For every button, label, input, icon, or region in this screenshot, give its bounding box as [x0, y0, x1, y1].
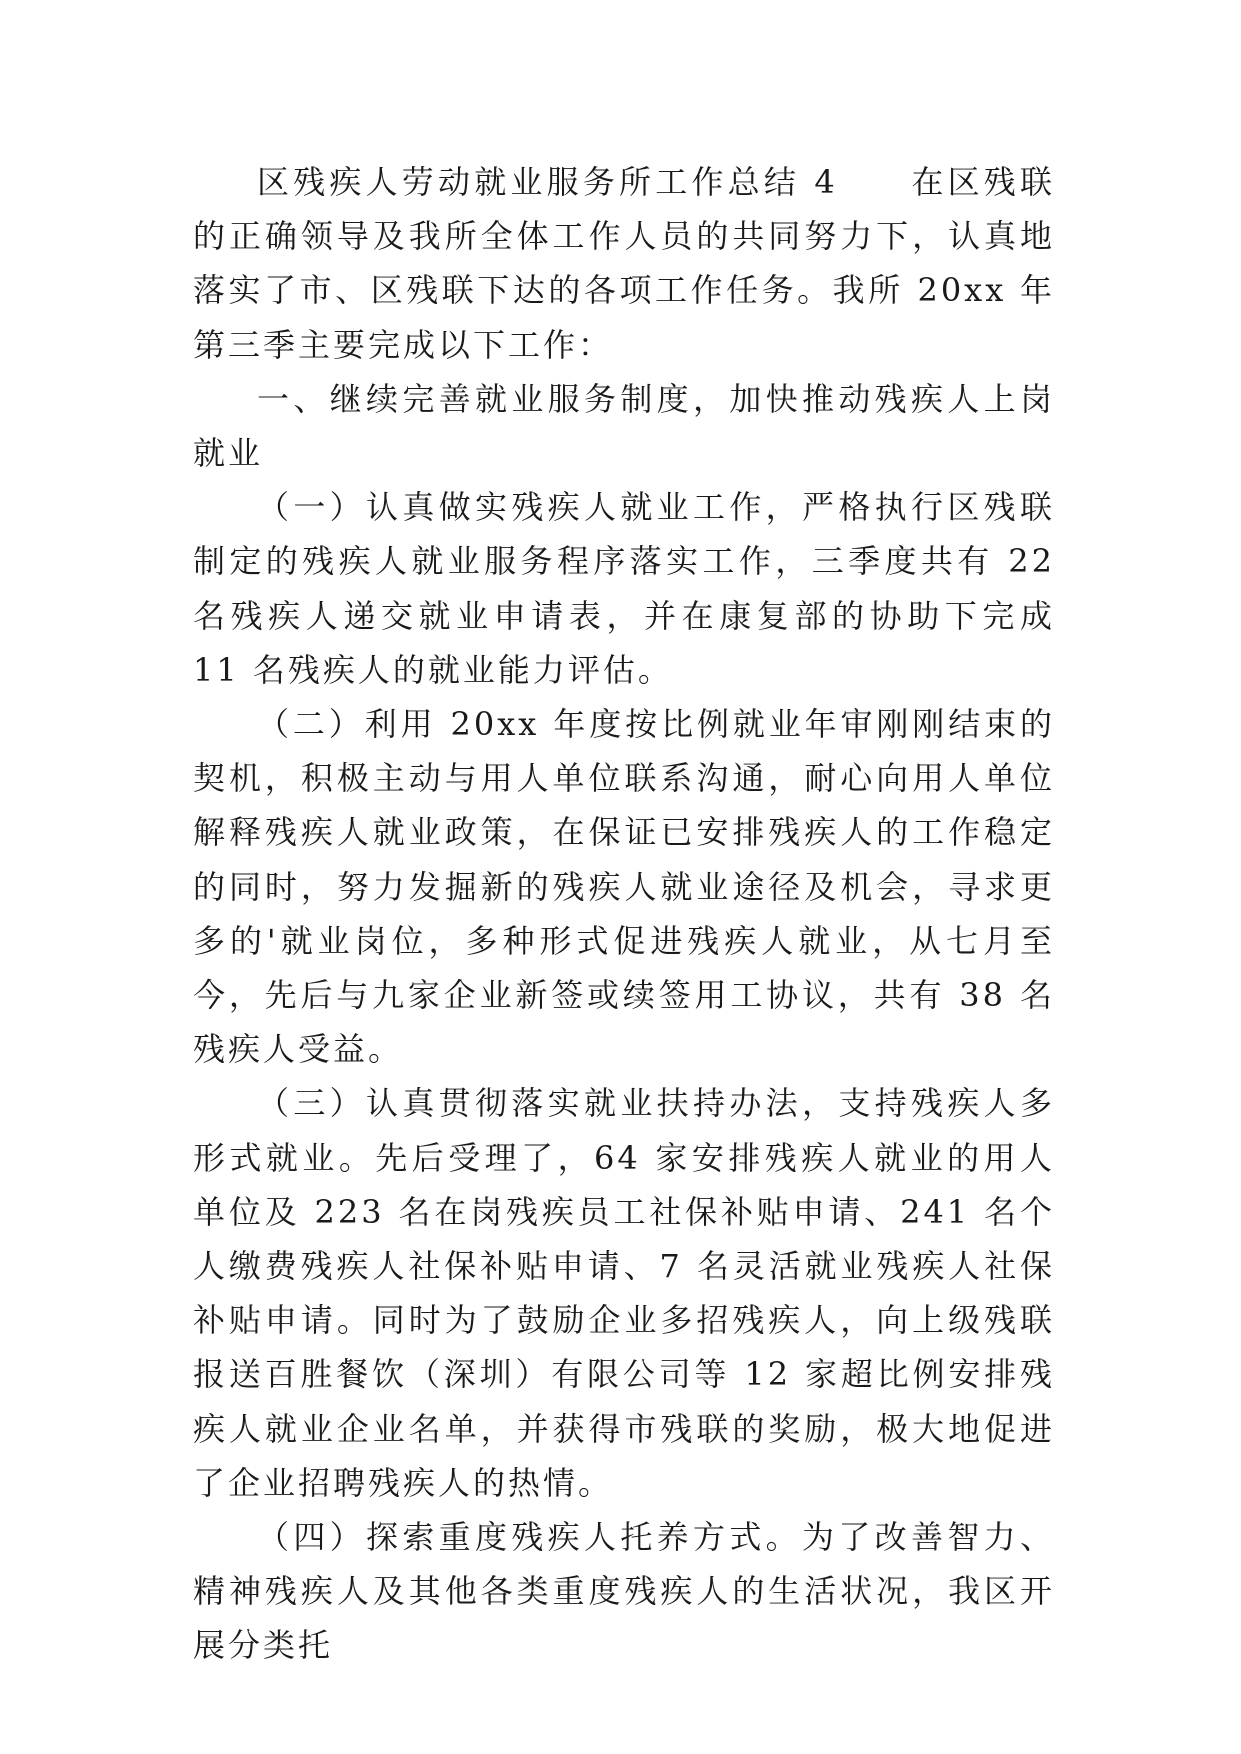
section-heading-1: 一、继续完善就业服务制度，加快推动残疾人上岗就业 — [193, 379, 1055, 473]
paragraph-item-2: （二）利用 20xx 年度按比例就业年审刚刚结束的契机，积极主动与用人单位联系沟通，耐心向用人单位解释残疾人就业政策，在保证已安排残疾人的工作稳定的同时，努力发掘新的残疾人就业途径及机会，寻求更多的'就业岗位，多种形式促进残疾人就业，从七月至今，先后与九家企业新签或续签用工协议，共有 38 名残疾人受益。 — [193, 705, 1055, 1069]
paragraph-intro: 区残疾人劳动就业服务所工作总结 4 在区残联的正确领导及我所全体工作人员的共同努力下，认真地落实了市、区残联下达的各项工作任务。我所 20xx 年第三季主要完成以下工作： — [193, 163, 1055, 364]
document-body — [193, 155, 1069, 1673]
paragraph-item-4: （四）探索重度残疾人托养方式。为了改善智力、精神残疾人及其他各类重度残疾人的生活状况，我区开展分类托 — [193, 1518, 1055, 1665]
paragraph-item-3: （三）认真贯彻落实就业扶持办法，支持残疾人多形式就业。先后受理了，64 家安排残疾人就业的用人单位及 223 名在岗残疾员工社保补贴申请、241 名个人缴费残疾人社保补贴申请、7 名灵活就业残疾人社保补贴申请。同时为了鼓励企业多招残疾人，向上级残联报送百胜餐饮（深圳）有限公司等 12 家超比例安排残疾人就业企业名单，并获得市残联的奖励，极大地促进了企业招聘残疾人的热情。 — [193, 1084, 1055, 1502]
paragraph-item-1: （一）认真做实残疾人就业工作，严格执行区残联制定的残疾人就业服务程序落实工作，三季度共有 22 名残疾人递交就业申请表，并在康复部的协助下完成 11 名残疾人的就业能力评估。 — [193, 488, 1069, 689]
